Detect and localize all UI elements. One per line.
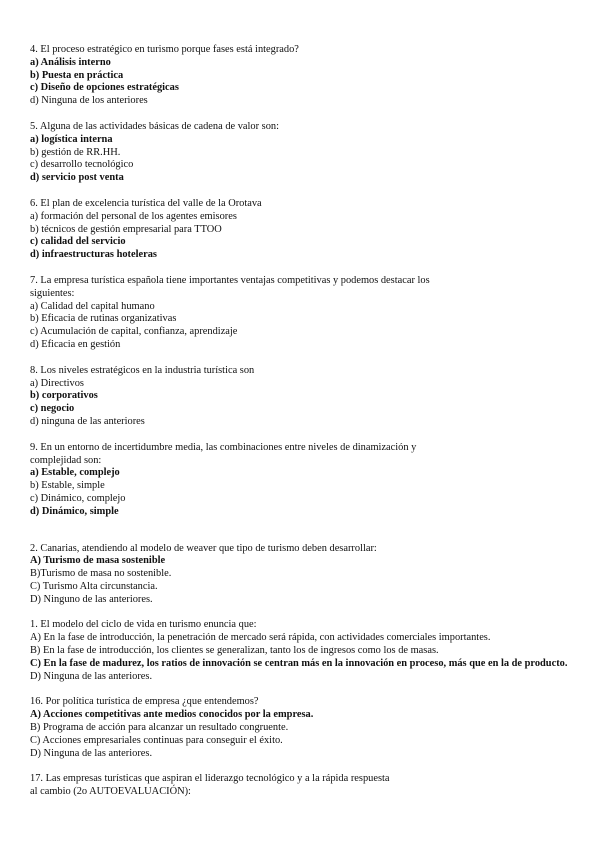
answer-option: a) logística interna [30, 133, 113, 145]
question-block [30, 442, 570, 519]
answer-option: C) En la fase de madurez, los ratios de innovación se centran más en la innovación en proceso, más que en la de producto. [30, 657, 568, 669]
question-block [30, 696, 570, 760]
answer-option: b) Estable, simple [30, 480, 105, 492]
question-prompt-continuation: al cambio (2o AUTOEVALUACIÓN): [30, 786, 191, 798]
answer-option: A) Turismo de masa sostenible [30, 555, 166, 567]
answer-option: b) Puesta en práctica [30, 69, 124, 81]
question-prompt: 16. Por política turística de empresa ¿que entendemos? [30, 696, 259, 708]
question-prompt: 7. La empresa turística española tiene importantes ventajas competitivas y podemos destacar los [30, 274, 430, 286]
answer-option: a) Directivos [30, 377, 84, 389]
answer-option: C) Acciones empresariales continuas para conseguir el éxito. [30, 734, 283, 746]
question-block [30, 121, 570, 185]
question-prompt: 2. Canarias, atendiendo al modelo de weaver que tipo de turismo deben desarrollar: [30, 542, 377, 554]
answer-option: C) Turismo Alta circunstancia. [30, 580, 158, 592]
answer-option: a) Calidad del capital humano [30, 300, 155, 312]
answer-option: A) En la fase de introducción, la penetración de mercado será rápida, con actividades comerciales importantes. [30, 632, 491, 644]
answer-option: B) En la fase de introducción, los clientes se generalizan, tanto los de ingresos como los de masas. [30, 645, 439, 657]
question-block [30, 198, 570, 262]
question-block [30, 773, 570, 799]
answer-option: d) Eficacia en gestión [30, 338, 121, 350]
answer-option: A) Acciones competitivas ante medios conocidos por la empresa. [30, 709, 314, 721]
question-prompt-continuation: siguientes: [30, 287, 75, 299]
answer-option: b) técnicos de gestión empresarial para TTOO [30, 223, 222, 235]
answer-option: d) Ninguna de los anteriores [30, 95, 148, 107]
answer-option: c) negocio [30, 403, 75, 415]
answer-option: d) ninguna de las anteriores [30, 415, 145, 427]
answer-option: b) corporativos [30, 390, 98, 402]
question-block [30, 275, 570, 352]
question-block [30, 619, 570, 683]
answer-option: D) Ninguna de las anteriores. [30, 670, 153, 682]
answer-option: d) servicio post venta [30, 172, 124, 184]
question-prompt: 1. El modelo del ciclo de vida en turismo enuncia que: [30, 619, 257, 631]
answer-option: c) Diseño de opciones estratégicas [30, 82, 179, 94]
answer-option: c) Acumulación de capital, confianza, aprendizaje [30, 326, 238, 338]
answer-option: a) formación del personal de los agentes emisores [30, 210, 237, 222]
question-block [30, 44, 570, 108]
answer-option: d) Dinámico, simple [30, 505, 119, 517]
answer-option: B)Turismo de masa no sostenible. [30, 568, 172, 580]
answer-option: d) infraestructuras hoteleras [30, 249, 157, 261]
question-prompt: 6. El plan de excelencia turística del valle de la Orotava [30, 197, 262, 209]
question-prompt-continuation: complejidad son: [30, 454, 102, 466]
answer-option: D) Ninguno de las anteriores. [30, 593, 153, 605]
question-block [30, 543, 570, 607]
answer-option: b) Eficacia de rutinas organizativas [30, 313, 177, 325]
question-prompt: 17. Las empresas turísticas que aspiran el liderazgo tecnológico y a la rápida respuesta [30, 773, 390, 785]
answer-option: c) calidad del servicio [30, 236, 126, 248]
question-prompt: 8. Los niveles estratégicos en la industria turística son [30, 364, 255, 376]
question-prompt: 4. El proceso estratégico en turismo porque fases está integrado? [30, 44, 299, 55]
answer-option: b) gestión de RR.HH. [30, 146, 121, 158]
question-block [30, 365, 570, 429]
question-prompt: 9. En un entorno de incertidumbre media, las combinaciones entre niveles de dinamización y [30, 441, 417, 453]
answer-option: a) Estable, complejo [30, 467, 120, 479]
answer-option: B) Programa de acción para alcanzar un resultado congruente. [30, 722, 289, 734]
answer-option: c) Dinámico, complejo [30, 492, 126, 504]
question-prompt: 5. Alguna de las actividades básicas de cadena de valor son: [30, 120, 279, 132]
answer-option: a) Análisis interno [30, 56, 111, 68]
answer-option: c) desarrollo tecnológico [30, 159, 134, 171]
answer-option: D) Ninguna de las anteriores. [30, 747, 153, 759]
